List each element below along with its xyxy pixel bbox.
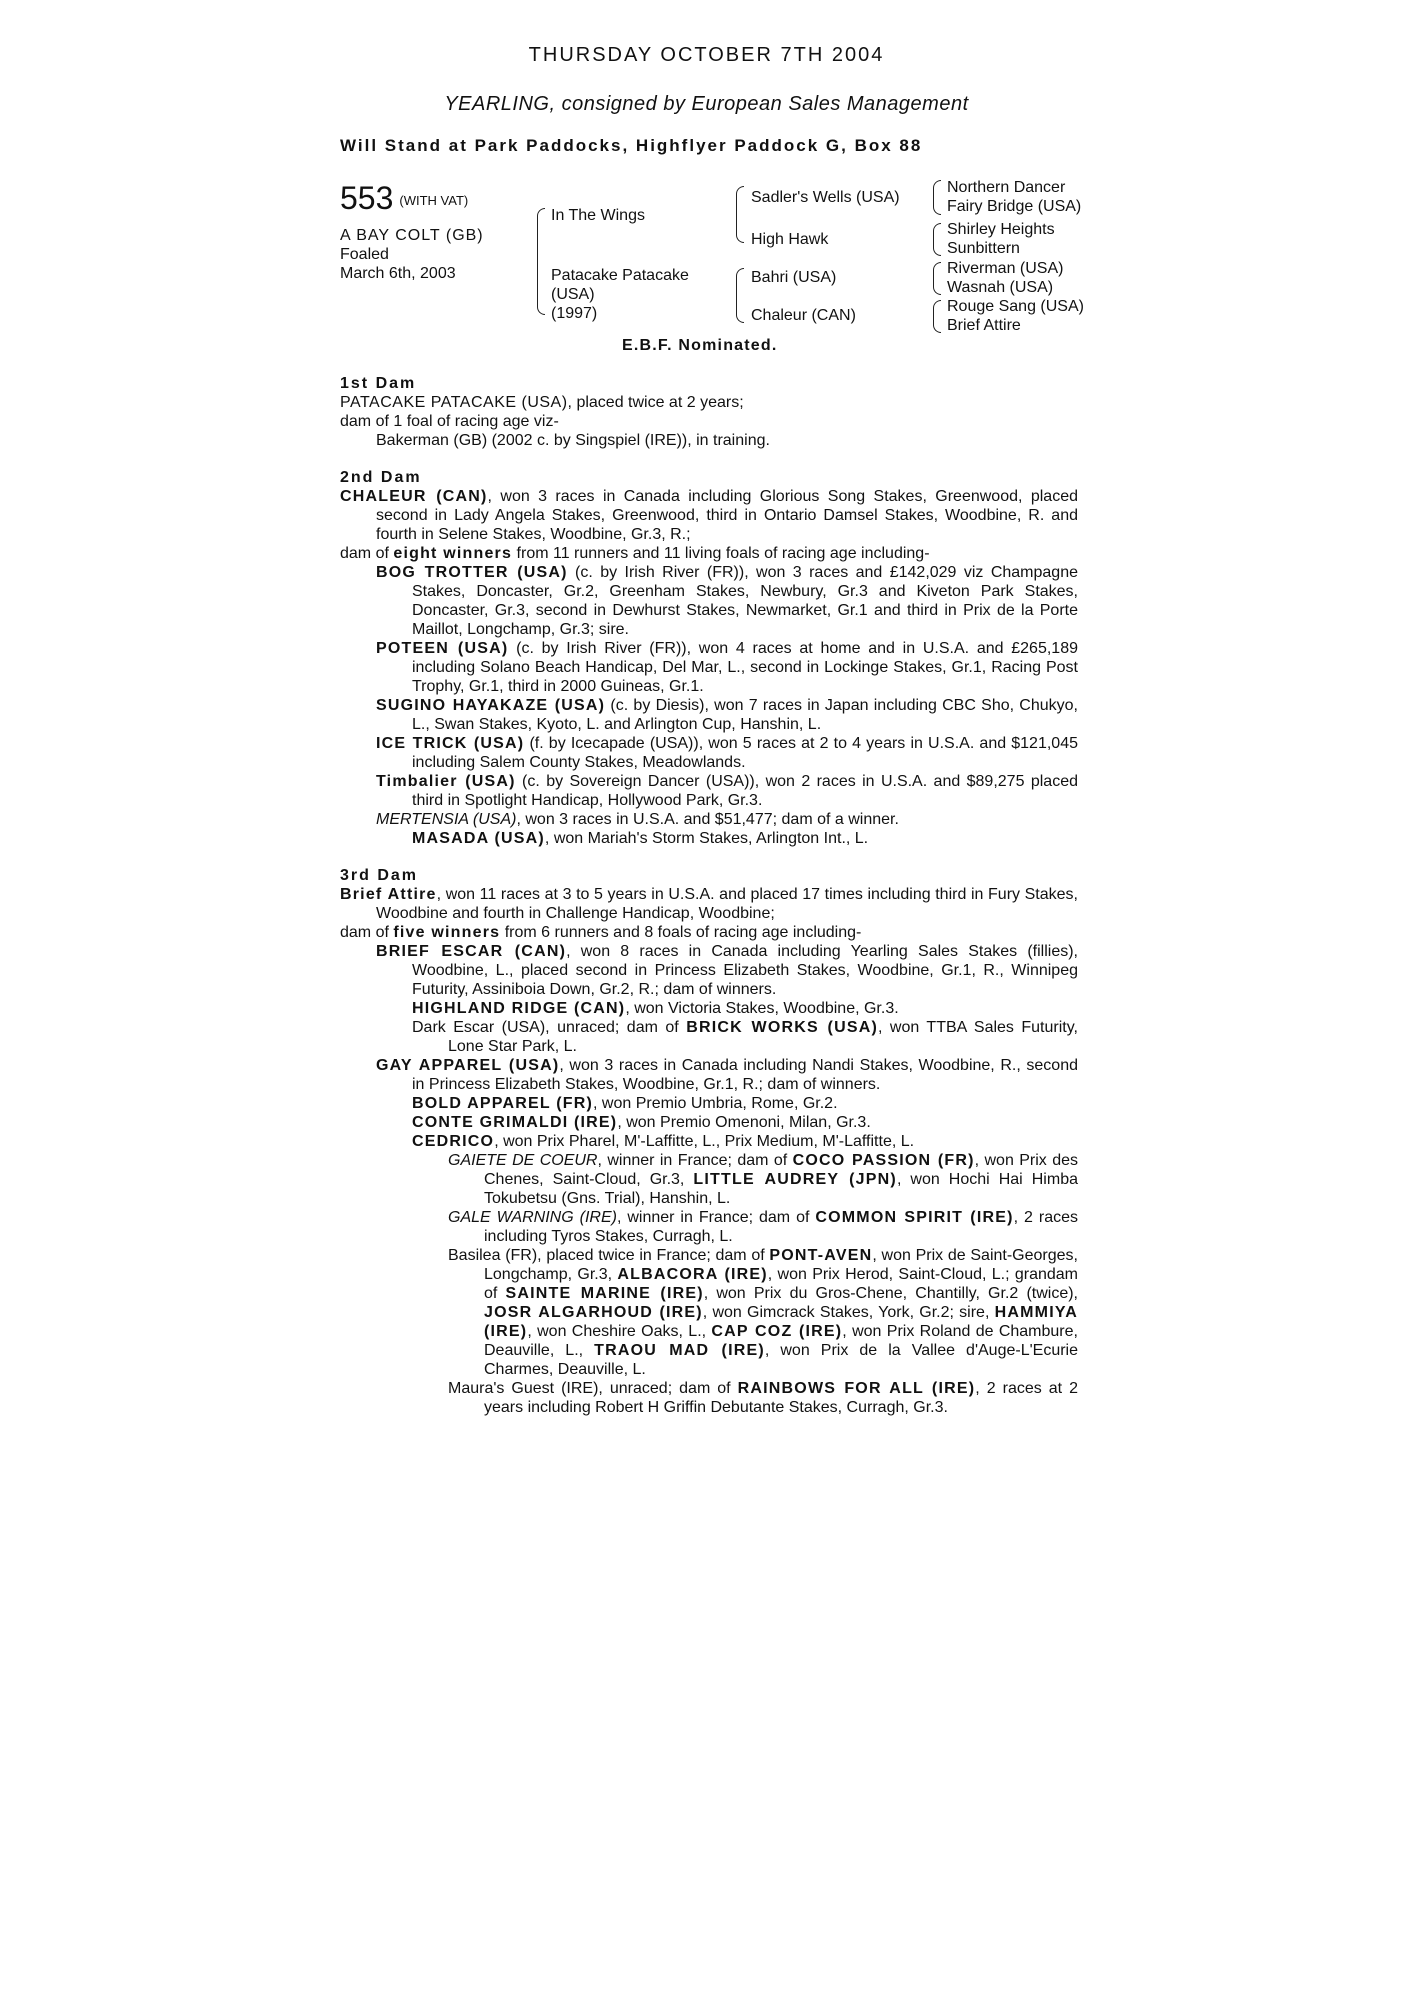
pedigree-dds: Rouge Sang (USA) xyxy=(947,298,1084,315)
ebf-nominated: E.B.F. Nominated. xyxy=(622,337,778,354)
produce-entry xyxy=(340,1208,1078,1246)
third-dam-text: , won 11 races at 3 to 5 years in U.S.A. and placed 17 times including third in Fury Stakes, Woodbine and fourth in Challenge Handicap, Woodbine; xyxy=(376,886,1078,922)
first-dam-record: , placed twice at 2 years; xyxy=(567,394,744,411)
text: dam of xyxy=(340,924,394,941)
second-dam-produce-intro xyxy=(340,544,1078,563)
produce-entry xyxy=(340,1246,1078,1379)
pedigree-ddd: Brief Attire xyxy=(947,317,1021,334)
pedigree-ssd: Fairy Bridge (USA) xyxy=(947,198,1082,215)
horse-name: BOLD APPAREL (FR) xyxy=(412,1095,593,1112)
entry-text: (c. by Irish River (FR)), won 4 races at home and in U.S.A. and £265,189 including Solano Beach Handicap, Del Mar, L., second in Lockinge Stakes, Gr.1, Racing Post Trophy, Gr.1, third in 2000 Guineas, Gr.1. xyxy=(412,640,1078,695)
horse-name: Timbalier (USA) xyxy=(376,773,516,790)
horse-name: GAIETE DE COEUR xyxy=(448,1152,598,1169)
produce-entry xyxy=(340,829,1078,848)
horse-name: GAY APPAREL (USA) xyxy=(376,1057,560,1074)
pedigree-sds: Shirley Heights xyxy=(947,221,1055,238)
produce-entry xyxy=(340,810,1078,829)
entry-text: , won Premio Umbria, Rome, Gr.2. xyxy=(593,1095,838,1112)
pedigree-dss: Riverman (USA) xyxy=(947,260,1064,277)
pedigree-brace-3d-upper xyxy=(933,300,941,317)
pedigree-sss: Northern Dancer xyxy=(947,179,1066,196)
second-dam-heading: 2nd Dam xyxy=(340,469,422,486)
entry-text: , won Prix des Chenes, Saint-Cloud, Gr.3, xyxy=(484,1152,1079,1188)
horse-name: ALBACORA (IRE) xyxy=(617,1266,768,1283)
horse-name: SUGINO HAYAKAZE (USA) xyxy=(376,697,606,714)
produce-entry xyxy=(340,1151,1078,1208)
pedigree-brace-3b-lower xyxy=(933,239,941,256)
second-dam-section xyxy=(340,468,1078,848)
lot-number: 553 xyxy=(340,180,394,216)
third-dam-produce-intro xyxy=(340,923,1078,942)
pedigree-brace-3b-upper xyxy=(933,223,941,240)
pedigree-dam-name: Patacake Patacake xyxy=(551,267,689,284)
entry-text: , won Cheshire Oaks, L., xyxy=(527,1323,712,1340)
horse-name: HIGHLAND RIDGE (CAN) xyxy=(412,1000,626,1017)
entry-text: (c. by Irish River (FR)), won 3 races and £142,029 viz Champagne Stakes, Doncaster, Gr.2, Greenham Stakes, Newbury, Gr.3 and Kiveton Park Stakes, Doncaster, Gr.3, second in Dewhurst Stakes, Newmarket, Gr.1 and third in Prix de la Porte Maillot, Longchamp, Gr.3; sire. xyxy=(412,564,1078,638)
entry-text: (c. by Diesis), won 7 races in Japan including CBC Sho, Chukyo, L., Swan Stakes, Kyoto, L. and Arlington Cup, Hanshin, L. xyxy=(412,697,1078,733)
third-dam-section xyxy=(340,866,1078,1417)
pedigree-brace-3d-lower xyxy=(933,316,941,333)
entry-text: Basilea (FR), placed twice in France; dam of xyxy=(448,1247,770,1264)
entry-text: , won Prix de la Vallee d'Auge-L'Ecurie Charmes, Deauville, L. xyxy=(484,1342,1079,1378)
entry-text: , winner in France; dam of xyxy=(597,1152,793,1169)
second-dam-name: CHALEUR (CAN) xyxy=(340,488,488,505)
horse-name: SAINTE MARINE (IRE) xyxy=(505,1285,704,1302)
produce-entry xyxy=(340,772,1078,810)
horse-name: COMMON SPIRIT (IRE) xyxy=(815,1209,1014,1226)
pedigree-sire-dam: High Hawk xyxy=(751,231,829,248)
pedigree-brace-sire-lower xyxy=(736,210,744,243)
second-dam-text: , won 3 races in Canada including Glorious Song Stakes, Greenwood, placed second in Lady Angela Stakes, Greenwood, third in Ontario Damsel Stakes, Woodbine, R. and fourth in Selene Stakes, Woodbine, Gr.3, R.; xyxy=(376,488,1078,543)
entry-text: , won Hochi Hai Himba Tokubetsu (Gns. Trial), Hanshin, L. xyxy=(484,1171,1078,1207)
horse-name: RAINBOWS FOR ALL (IRE) xyxy=(737,1380,976,1397)
third-dam-name: Brief Attire xyxy=(340,886,437,903)
lot-description: A BAY COLT (GB) xyxy=(340,227,484,244)
first-dam-section xyxy=(340,374,1078,450)
winners-count: eight winners xyxy=(393,545,513,562)
horse-name: CONTE GRIMALDI (IRE) xyxy=(412,1114,618,1131)
first-dam-foals: dam of 1 foal of racing age viz- xyxy=(340,413,559,430)
produce-entry xyxy=(340,1113,1078,1132)
sale-date: THURSDAY OCTOBER 7TH 2004 xyxy=(528,44,885,66)
entry-text: , won Prix Pharel, M'-Laffitte, L., Prix Medium, M'-Laffitte, L. xyxy=(494,1133,915,1150)
pedigree-dam-country: (USA) xyxy=(551,286,595,303)
horse-name: BRICK WORKS (USA) xyxy=(686,1019,878,1036)
entry-text: , winner in France; dam of xyxy=(616,1209,816,1226)
pedigree-brace-dam-upper xyxy=(736,268,744,293)
horse-name: HAMMIYA (IRE) xyxy=(484,1304,1079,1340)
first-dam-name: PATACAKE PATACAKE (USA) xyxy=(340,394,568,411)
horse-name: CAP COZ (IRE) xyxy=(711,1323,843,1340)
entry-text: , won 3 races in Canada including Nandi Stakes, Woodbine, R., second in Princess Elizabeth Stakes, Woodbine, Gr.1, R.; dam of winners. xyxy=(412,1057,1079,1093)
entry-text: , won Victoria Stakes, Woodbine, Gr.3. xyxy=(625,1000,899,1017)
entry-text: , won 3 races in U.S.A. and $51,477; dam of a winner. xyxy=(516,811,899,828)
first-dam-line xyxy=(340,393,1078,412)
winners-count: five winners xyxy=(393,924,501,941)
horse-name: BRIEF ESCAR (CAN) xyxy=(376,943,567,960)
produce-entry xyxy=(340,639,1078,696)
location-line: Will Stand at Park Paddocks, Highflyer Paddock G, Box 88 xyxy=(340,136,923,155)
produce-entry xyxy=(340,1132,1078,1151)
entry-text: , won Prix Herod, Saint-Cloud, L.; grandam of xyxy=(484,1266,1079,1302)
pedigree-sire: In The Wings xyxy=(551,207,645,224)
pedigree-brace-dam-lower xyxy=(736,292,744,323)
vat-label: (WITH VAT) xyxy=(399,193,469,208)
pedigree-sire-sire: Sadler's Wells (USA) xyxy=(751,189,900,206)
foaled-label: Foaled xyxy=(340,246,389,263)
pedigree-brace-3a-upper xyxy=(933,180,941,199)
pedigree-dam-year: (1997) xyxy=(551,305,598,322)
pedigree-brace-sire-upper xyxy=(736,186,744,211)
produce-entry xyxy=(340,942,1078,999)
entry-text: , won Mariah's Storm Stakes, Arlington Int., L. xyxy=(544,830,869,847)
entry-text: (c. by Sovereign Dancer (USA)), won 2 races in U.S.A. and $89,275 placed third in Spotlight Handicap, Hollywood Park, Gr.3. xyxy=(412,773,1079,809)
text: from 11 runners and 11 living foals of racing age including- xyxy=(512,545,930,562)
horse-name: JOSR ALGARHOUD (IRE) xyxy=(484,1304,703,1321)
pedigree-dam-dam: Chaleur (CAN) xyxy=(751,307,856,324)
text: from 6 runners and 8 foals of racing age including- xyxy=(500,924,862,941)
entry-text: , won Prix Roland de Chambure, Deauville, L., xyxy=(484,1323,1078,1359)
horse-name: GALE WARNING (IRE) xyxy=(448,1209,617,1226)
pedigree-dsd: Wasnah (USA) xyxy=(947,279,1054,296)
entry-text: Dark Escar (USA), unraced; dam of xyxy=(412,1019,687,1036)
entry-text: (f. by Icecapade (USA)), won 5 races at 2 to 4 years in U.S.A. and $121,045 including Salem County Stakes, Meadowlands. xyxy=(412,735,1078,771)
entry-text: Maura's Guest (IRE), unraced; dam of xyxy=(448,1380,738,1397)
horse-name: TRAOU MAD (IRE) xyxy=(594,1342,765,1359)
foaled-date: March 6th, 2003 xyxy=(340,265,456,282)
entry-text: , 2 races including Tyros Stakes, Curragh, L. xyxy=(484,1209,1078,1245)
horse-name: BOG TROTTER (USA) xyxy=(376,564,568,581)
pedigree-brace-lower xyxy=(537,260,545,315)
lot-number-block xyxy=(340,180,468,217)
first-dam-heading: 1st Dam xyxy=(340,375,417,392)
pedigree-sdd: Sunbittern xyxy=(947,240,1020,257)
produce-entry xyxy=(340,1379,1078,1417)
horse-name: COCO PASSION (FR) xyxy=(792,1152,975,1169)
produce-entry xyxy=(340,1018,1078,1056)
third-dam-heading: 3rd Dam xyxy=(340,867,419,884)
entry-text: , won TTBA Sales Futurity, Lone Star Park, L. xyxy=(448,1019,1078,1055)
pedigree-dam-sire: Bahri (USA) xyxy=(751,269,837,286)
entry-text: , won Prix de Saint-Georges, Longchamp, Gr.3, xyxy=(484,1247,1078,1283)
horse-name: PONT-AVEN xyxy=(769,1247,873,1264)
text: dam of xyxy=(340,545,394,562)
third-dam-record xyxy=(340,885,1078,923)
horse-name: CEDRICO xyxy=(412,1133,495,1150)
pedigree-brace-3a-lower xyxy=(933,198,941,215)
pedigree-brace-upper xyxy=(537,208,545,261)
second-dam-record xyxy=(340,487,1078,544)
produce-entry xyxy=(340,734,1078,772)
consignor-line: YEARLING, consigned by European Sales Management xyxy=(444,93,969,115)
produce-entry xyxy=(340,696,1078,734)
horse-name: POTEEN (USA) xyxy=(376,640,509,657)
horse-name: MERTENSIA (USA) xyxy=(376,811,517,828)
pedigree-brace-3c-upper xyxy=(933,262,941,279)
horse-name: MASADA (USA) xyxy=(412,830,545,847)
produce-entry xyxy=(340,1094,1078,1113)
pedigree-brace-3c-lower xyxy=(933,278,941,295)
produce-entry xyxy=(340,563,1078,639)
horse-name: ICE TRICK (USA) xyxy=(376,735,525,752)
horse-name: LITTLE AUDREY (JPN) xyxy=(693,1171,897,1188)
produce-entry xyxy=(340,999,1078,1018)
entry-text: , won 8 races in Canada including Yearling Sales Stakes (fillies), Woodbine, L., placed second in Princess Elizabeth Stakes, Woodbine, Gr.1, R., Winnipeg Futurity, Assiniboia Down, Gr.2, R.; dam of winners. xyxy=(412,943,1078,998)
first-dam-produce: Bakerman (GB) (2002 c. by Singspiel (IRE)), in training. xyxy=(376,432,770,449)
entry-text: , 2 races at 2 years including Robert H Griffin Debutante Stakes, Curragh, Gr.3. xyxy=(484,1380,1078,1416)
produce-entry xyxy=(340,1056,1078,1094)
entry-text: , won Gimcrack Stakes, York, Gr.2; sire, xyxy=(702,1304,995,1321)
entry-text: , won Prix du Gros-Chene, Chantilly, Gr.2 (twice), xyxy=(703,1285,1079,1302)
entry-text: , won Premio Omenoni, Milan, Gr.3. xyxy=(617,1114,871,1131)
